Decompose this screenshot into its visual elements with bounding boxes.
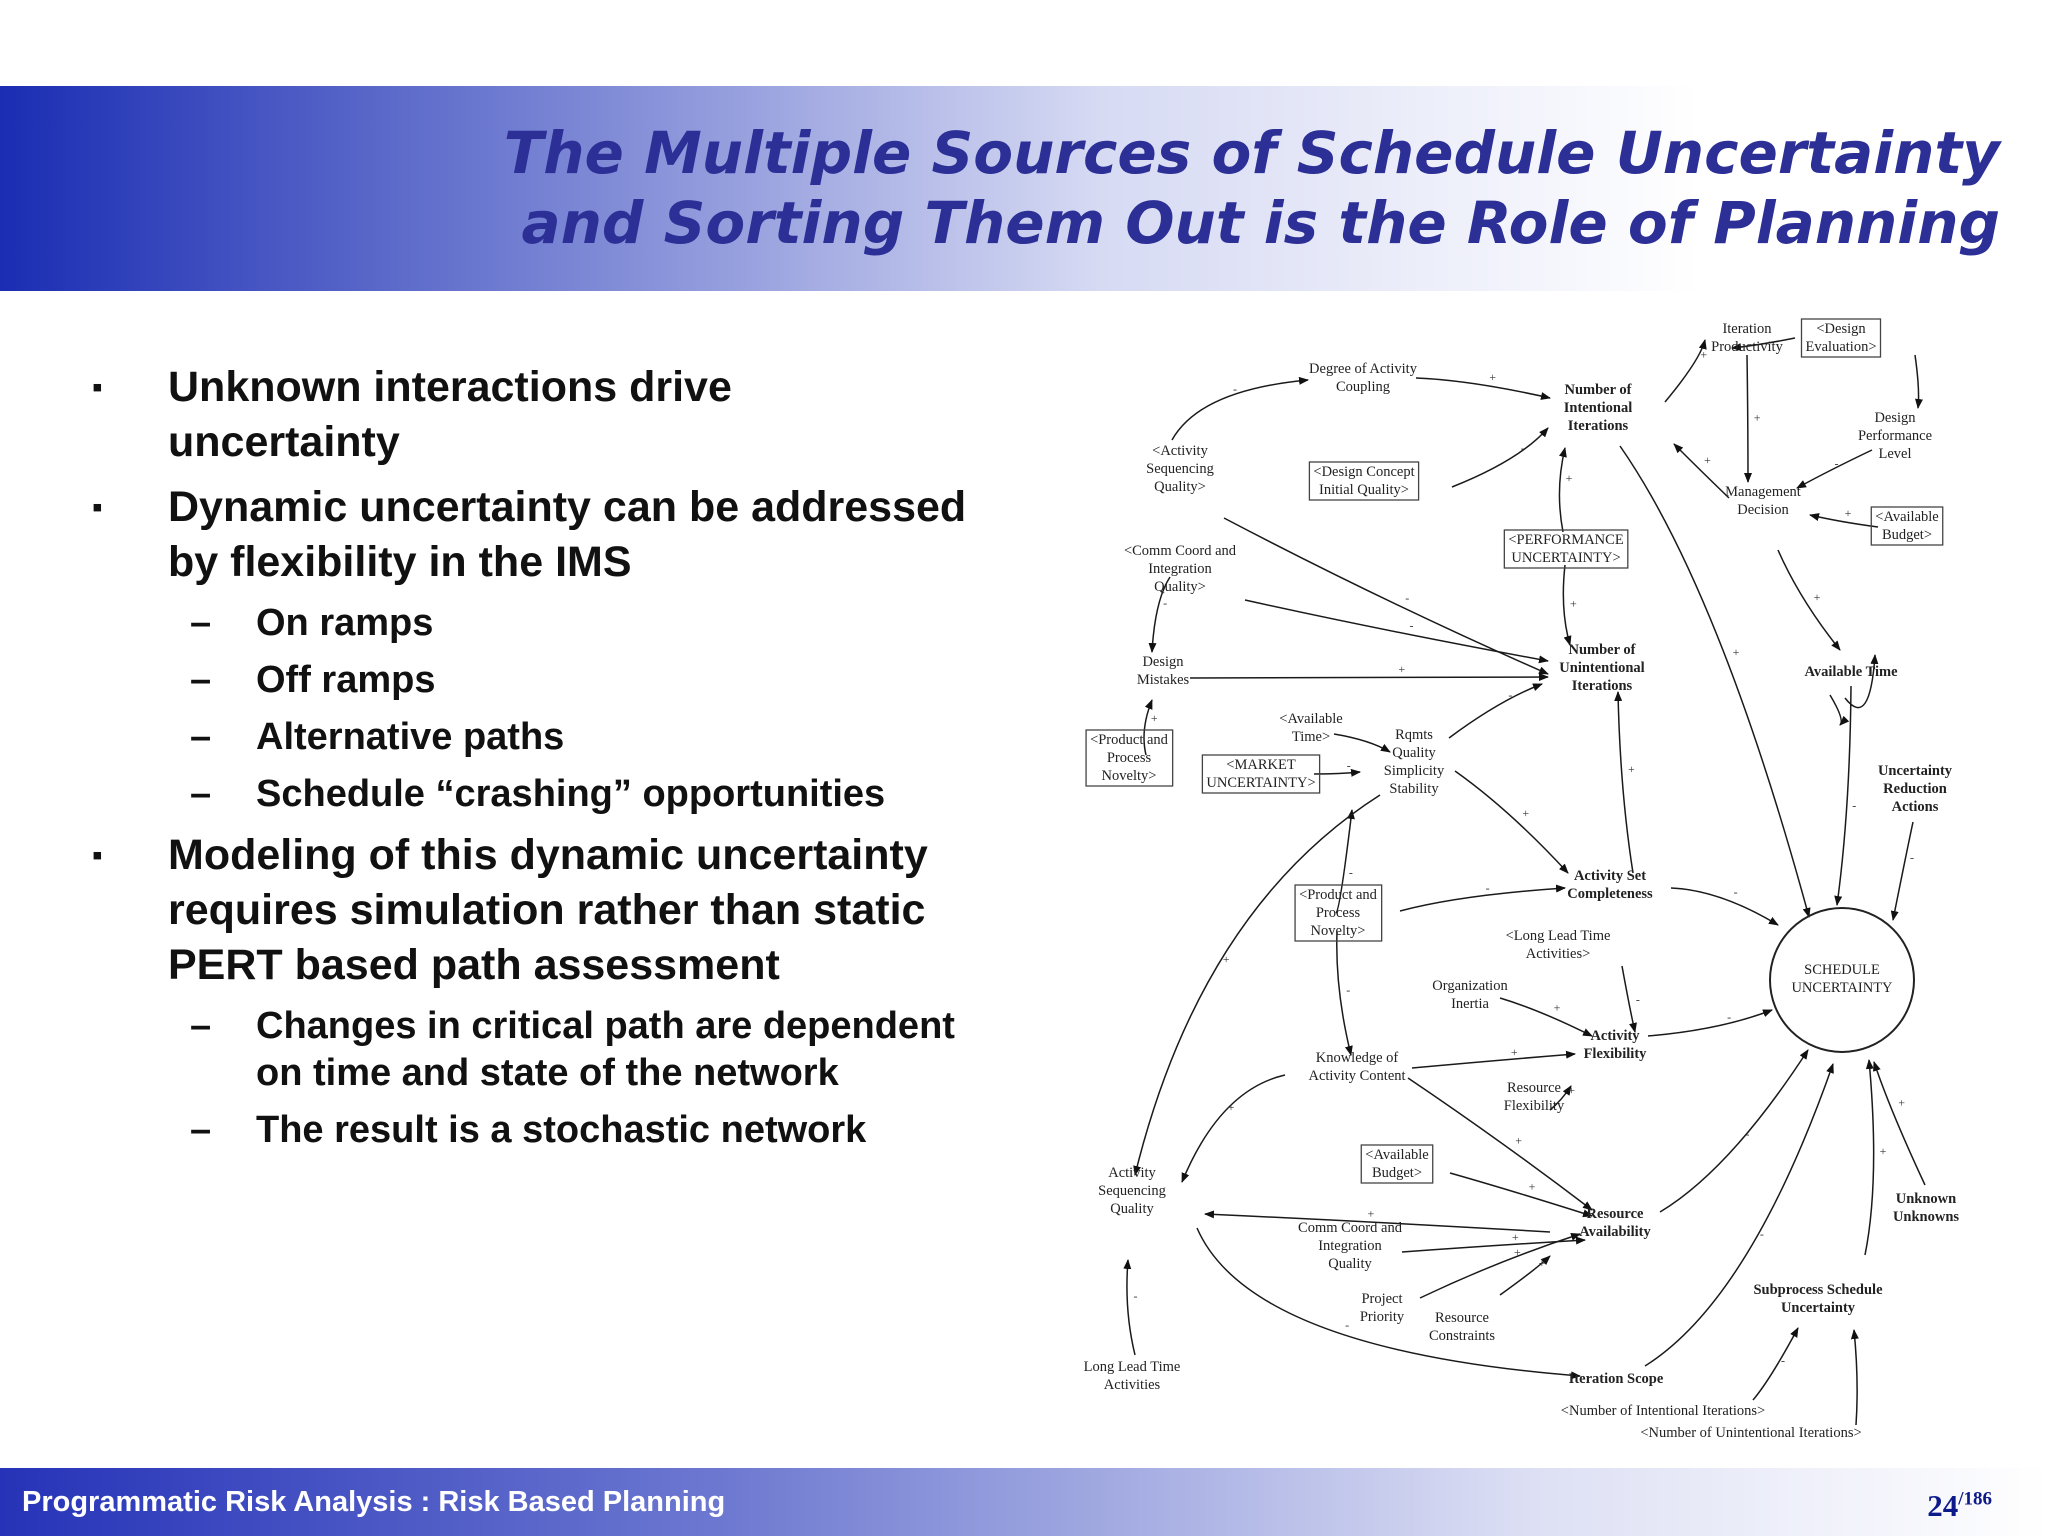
link-polarity: + (1528, 1179, 1536, 1194)
link-polarity: + (1565, 470, 1573, 485)
link-polarity: - (1909, 850, 1914, 865)
link-polarity: - (1745, 1127, 1750, 1142)
link-polarity: + (1898, 1095, 1906, 1110)
causal-link (1190, 677, 1548, 678)
svg-text:<AvailableBudget>: <Available Budget> (1365, 1147, 1429, 1181)
link-polarity: + (1515, 1133, 1522, 1148)
causal-link (1648, 1010, 1772, 1036)
node-org-inertia (1432, 978, 1508, 1012)
node-subprocess (1753, 1282, 1883, 1316)
node-unc-reduction (1878, 763, 1953, 815)
causal-link (1874, 1062, 1925, 1185)
bullet-marker: ▪ (92, 371, 103, 404)
svg-text:<Number of Unintentional Itera: <Number of Unintentional Iterations> (1640, 1425, 1862, 1441)
node-act-seq-q2 (1098, 1165, 1166, 1217)
bullet-text: Modeling of this dynamic uncertainty requires simulation rather than static PERT based path assessment (168, 831, 928, 989)
node-mgmt-decision (1725, 484, 1801, 518)
slide-title (504, 118, 2000, 258)
footer-text: Programmatic Risk Analysis : Risk Based Planning (22, 1486, 726, 1518)
node-num-int-iter-ref (1561, 1403, 1765, 1419)
node-proj-priority (1360, 1291, 1405, 1325)
svg-text:ResourceAvailability: Resource Availability (1579, 1206, 1651, 1240)
node-iter-scope (1569, 1371, 1664, 1387)
causal-link (1172, 380, 1308, 440)
link-polarity: + (1628, 762, 1635, 777)
svg-text:<PERFORMANCEUNCERTAINTY>: <PERFORMANCE UNCERTAINTY> (1508, 532, 1624, 566)
sub-bullet-text: Off ramps (256, 659, 436, 701)
causal-link (1665, 340, 1708, 402)
link-polarity: + (1489, 370, 1497, 385)
node-available-time (1804, 664, 1898, 680)
bullet-text: Dynamic uncertainty can be addressed by flexibility in the IMS (168, 483, 967, 586)
svg-text:<Number of Intentional Iterati: <Number of Intentional Iterations> (1560, 1403, 1766, 1419)
sub-bullet-text: Alternative paths (256, 716, 565, 758)
sub-bullet-marker: – (190, 1109, 212, 1151)
causal-link (1660, 1050, 1808, 1212)
svg-text:Knowledge ofActivity Content: Knowledge of Activity Content (1308, 1050, 1406, 1084)
link-polarity: - (1163, 596, 1168, 611)
causal-link (1747, 355, 1748, 482)
link-polarity: - (1834, 456, 1839, 471)
sub-bullet-marker: – (190, 1005, 212, 1047)
link-polarity: - (1233, 382, 1237, 397)
causal-link (1245, 600, 1548, 661)
causal-link (1563, 565, 1570, 645)
sub-bullet-item (88, 1107, 968, 1154)
link-polarity: + (1844, 505, 1852, 520)
node-design-eval (1802, 319, 1881, 357)
causal-link (1622, 966, 1635, 1032)
causal-link (1224, 518, 1548, 677)
link-polarity: + (1222, 951, 1230, 966)
sub-bullet-marker: – (190, 659, 212, 701)
bullet-item (88, 828, 968, 993)
causal-link (1455, 771, 1568, 873)
link-polarity: + (1514, 1244, 1521, 1259)
link-polarity: + (1813, 590, 1821, 604)
svg-text:ResourceFlexibility: Resource Flexibility (1503, 1080, 1565, 1114)
link-polarity: + (1227, 1099, 1235, 1114)
svg-text:<DesignEvaluation>: <Design Evaluation> (1805, 321, 1877, 355)
causal-link (1753, 1328, 1798, 1400)
link-polarity: - (1409, 618, 1414, 633)
sub-bullet-text: The result is a stochastic network (256, 1109, 867, 1151)
svg-text:ActivityFlexibility: Activity Flexibility (1583, 1028, 1647, 1062)
sub-bullet-text: Changes in critical path are dependent on time and state of the network (256, 1005, 955, 1094)
causal-link (1618, 692, 1633, 873)
node-unknown-unknowns (1893, 1191, 1959, 1225)
bullet-marker: ▪ (92, 839, 103, 872)
node-design-mistakes (1137, 654, 1190, 688)
diagram-edges (1127, 338, 1925, 1425)
node-avail-budget1 (1871, 507, 1942, 545)
node-long-lead1 (1506, 928, 1611, 962)
sub-bullet-text: Schedule “crashing” opportunities (256, 773, 886, 815)
causal-link (1412, 1054, 1575, 1068)
link-polarity: - (1635, 992, 1640, 1007)
title-line-1: The Multiple Sources of Schedule Uncertainty (503, 119, 2000, 187)
svg-text:<Product andProcessNovelty>: <Product and Process Novelty> (1090, 732, 1168, 784)
node-avail-budget2 (1361, 1145, 1432, 1183)
svg-text:Number ofIntentionalIterations: Number of Intentional Iterations (1563, 382, 1633, 434)
causal-link (1845, 655, 1875, 708)
sub-bullet-item (88, 714, 968, 761)
causal-link (1314, 772, 1360, 774)
causal-link (1452, 428, 1548, 487)
node-act-flex (1584, 1028, 1648, 1062)
link-polarity: - (1345, 1318, 1350, 1333)
node-comm-coord2 (1298, 1220, 1403, 1272)
node-design-concept (1309, 462, 1418, 500)
causal-link (1915, 355, 1919, 408)
svg-text:<Product andProcessNovelty>: <Product and Process Novelty> (1299, 887, 1377, 939)
svg-text:Iteration Scope: Iteration Scope (1568, 1371, 1664, 1387)
node-num-unintentional (1559, 642, 1644, 694)
link-polarity: + (1732, 644, 1740, 659)
svg-text:OrganizationInertia: Organization Inertia (1432, 978, 1508, 1012)
causal-link (1645, 1064, 1833, 1366)
sub-bullet-marker: – (190, 773, 212, 815)
page-current: 24 (1927, 1488, 1959, 1523)
bullet-marker: ▪ (92, 491, 103, 524)
link-polarity: - (1346, 982, 1351, 997)
node-res-flex (1504, 1080, 1565, 1114)
svg-text:<Comm Coord andIntegrationQual: <Comm Coord and Integration Quality> (1123, 543, 1237, 595)
causal-link (1559, 448, 1565, 532)
link-polarity: - (1348, 865, 1353, 880)
link-polarity: + (1522, 806, 1530, 821)
causal-link (1778, 550, 1840, 650)
causal-link (1408, 1078, 1592, 1210)
causal-link (1400, 888, 1565, 911)
sub-bullet-marker: – (190, 602, 212, 644)
link-polarity: + (1553, 1000, 1561, 1015)
node-perf-unc (1504, 530, 1627, 568)
sub-bullet-item (88, 1003, 968, 1097)
causal-link (1671, 888, 1778, 925)
causal-link (1500, 998, 1592, 1036)
node-rqmts (1384, 727, 1445, 797)
node-res-avail (1579, 1206, 1651, 1240)
bullet-item (88, 480, 968, 590)
diagram-nodes (1084, 319, 1960, 1441)
link-polarity: - (1346, 758, 1351, 773)
svg-text:DesignPerformanceLevel: Design Performance Level (1857, 410, 1933, 462)
node-degree-coupling (1309, 361, 1418, 395)
page-number (1927, 1488, 1992, 1524)
svg-text:DesignMistakes: Design Mistakes (1136, 654, 1190, 688)
node-schedule-unc (1791, 962, 1893, 996)
node-market-unc (1202, 755, 1319, 793)
node-long-lead2 (1084, 1359, 1181, 1393)
svg-text:<Design ConceptInitial Quality: <Design Concept Initial Quality> (1313, 464, 1415, 498)
sub-bullet-marker: – (190, 716, 212, 758)
sub-bullet-item (88, 771, 968, 818)
node-res-constraints (1429, 1310, 1495, 1344)
causal-link (1449, 684, 1542, 738)
node-act-seq-q1 (1146, 443, 1214, 495)
link-polarity: + (1511, 1229, 1519, 1244)
causal-link (1420, 1234, 1580, 1298)
causal-link (1135, 795, 1380, 1175)
svg-text:Available Time: Available Time (1804, 664, 1898, 680)
causal-loop-diagram (1080, 310, 2000, 1460)
link-polarity: + (1367, 1206, 1375, 1221)
causal-link (1893, 822, 1913, 920)
link-polarity: - (1781, 1353, 1786, 1368)
causal-link (1416, 378, 1550, 398)
node-avail-time2 (1279, 711, 1342, 745)
causal-link (1854, 1330, 1857, 1425)
causal-link (1674, 444, 1729, 498)
svg-text:<ActivitySequencingQuality>: <Activity Sequencing Quality> (1146, 443, 1214, 495)
causal-link (1865, 1060, 1874, 1255)
causal-link (1837, 686, 1851, 905)
node-num-unint-iter-ref (1640, 1425, 1861, 1441)
link-polarity: + (1700, 347, 1708, 362)
svg-text:<MARKETUNCERTAINTY>: <MARKET UNCERTAINTY> (1206, 757, 1316, 791)
svg-text:<AvailableTime>: <Available Time> (1279, 711, 1343, 745)
link-polarity: - (1733, 885, 1738, 900)
svg-text:Degree of ActivityCoupling: Degree of Activity Coupling (1309, 361, 1417, 395)
svg-text:IterationProductivity: Iteration Productivity (1711, 321, 1783, 355)
link-polarity: + (1879, 1143, 1887, 1158)
causal-link (1182, 1075, 1285, 1182)
link-polarity: - (1727, 1010, 1732, 1025)
svg-text:UncertaintyReductionActions: Uncertainty Reduction Actions (1877, 763, 1953, 815)
bullet-text: Unknown interactions drive uncertainty (168, 363, 732, 466)
svg-text:SCHEDULEUNCERTAINTY: SCHEDULE UNCERTAINTY (1791, 962, 1893, 996)
svg-text:Subprocess ScheduleUncertainty: Subprocess Schedule Uncertainty (1753, 1282, 1883, 1316)
svg-text:ManagementDecision: Management Decision (1725, 484, 1801, 518)
link-polarity: + (1570, 596, 1577, 611)
link-polarity: + (1150, 710, 1158, 725)
node-num-intentional (1564, 382, 1633, 434)
link-polarity: - (1485, 881, 1490, 896)
link-polarity: + (1704, 452, 1711, 467)
svg-text:ActivitySequencingQuality: Activity Sequencing Quality (1098, 1165, 1166, 1217)
node-act-set (1567, 868, 1653, 902)
causal-link (1830, 695, 1841, 725)
node-iter-prod (1711, 321, 1783, 355)
link-polarity: + (1753, 410, 1761, 425)
link-polarity: - (1133, 1288, 1138, 1303)
node-prod-proc1 (1086, 730, 1173, 786)
link-polarity: + (1538, 1255, 1546, 1270)
sub-bullet-text: On ramps (256, 602, 434, 644)
svg-text:<Long Lead TimeActivities>: <Long Lead Time Activities> (1505, 928, 1611, 962)
link-polarity: - (1852, 798, 1857, 813)
title-line-2: and Sorting Them Out is the Role of Planning (521, 189, 2000, 257)
link-polarity: - (1520, 440, 1525, 455)
svg-text:Number ofUnintentionalIteratio: Number of Unintentional Iterations (1559, 642, 1645, 694)
svg-text:UnknownUnknowns: Unknown Unknowns (1892, 1191, 1960, 1225)
bullet-list (88, 360, 968, 1164)
node-comm-coord1 (1124, 543, 1237, 595)
node-design-perf (1858, 410, 1932, 462)
svg-text:Long Lead TimeActivities: Long Lead Time Activities (1083, 1359, 1181, 1393)
page-total: /186 (1958, 1488, 1992, 1510)
svg-text:ResourceConstraints: Resource Constraints (1428, 1310, 1496, 1344)
causal-link (1334, 734, 1390, 752)
bullet-item (88, 360, 968, 470)
svg-text:<AvailableBudget>: <Available Budget> (1875, 509, 1939, 543)
svg-text:ProjectPriority: Project Priority (1359, 1291, 1405, 1325)
causal-link (1127, 1260, 1138, 1355)
node-prod-proc2 (1295, 885, 1382, 941)
link-polarity: - (1405, 590, 1410, 605)
sub-bullet-item (88, 657, 968, 704)
link-polarity: + (1398, 662, 1406, 677)
link-polarity: + (1568, 1082, 1576, 1097)
link-polarity: - (1759, 1226, 1764, 1241)
svg-text:Activity SetCompleteness: Activity Set Completeness (1567, 868, 1653, 902)
link-polarity: + (1510, 1044, 1518, 1059)
svg-text:Comm Coord andIntegrationQuali: Comm Coord and Integration Quality (1298, 1220, 1402, 1272)
sub-bullet-item (88, 600, 968, 647)
svg-text:RqmtsQualitySimplicityStabilit: Rqmts Quality Simplicity Stability (1383, 727, 1445, 797)
node-knowledge (1308, 1050, 1405, 1084)
link-polarity: - (1508, 687, 1513, 702)
